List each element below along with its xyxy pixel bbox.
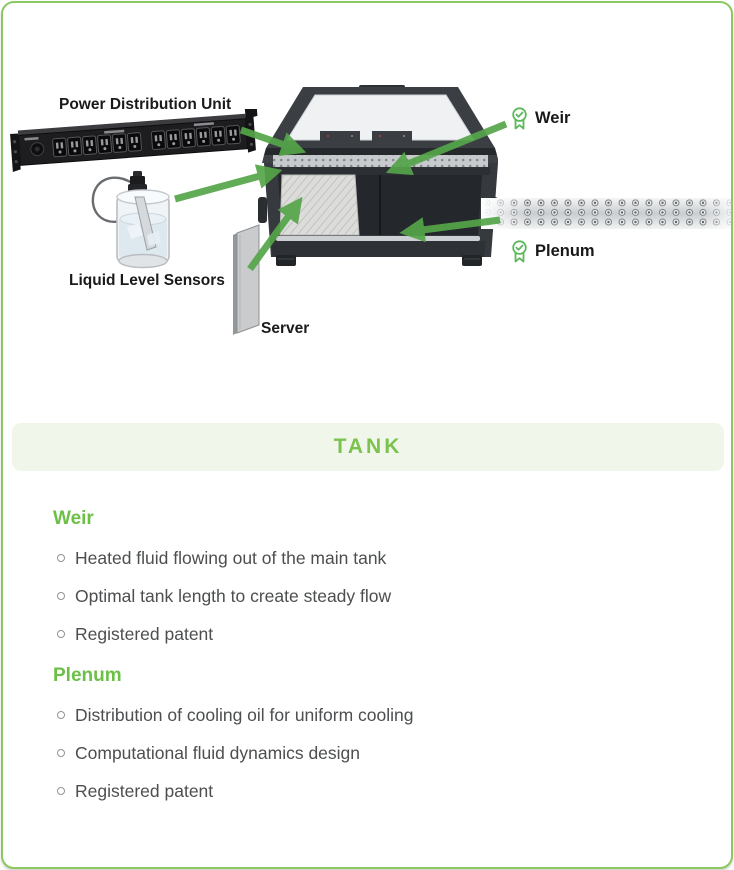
list-item bbox=[53, 780, 695, 802]
certified-badge-icon bbox=[511, 107, 528, 130]
list-item-text: Computational fluid dynamics design bbox=[75, 743, 361, 763]
plenum-callout-label: Plenum bbox=[535, 242, 595, 260]
liquid-level-sensors-label: Liquid Level Sensors bbox=[69, 272, 225, 289]
plenum-strip-image bbox=[481, 198, 733, 229]
tank-component-diagram bbox=[3, 3, 733, 423]
list-item-text: Optimal tank length to create steady flow bbox=[75, 586, 392, 606]
certified-badge-icon bbox=[511, 240, 528, 263]
list-item bbox=[53, 704, 695, 726]
pdu-label: Power Distribution Unit bbox=[59, 96, 232, 113]
weir-section-heading: Weir bbox=[53, 508, 94, 529]
server-label: Server bbox=[261, 320, 310, 337]
tank-section-banner bbox=[12, 423, 724, 471]
bullet-ring-icon bbox=[57, 592, 65, 600]
bullet-ring-icon bbox=[57, 630, 65, 638]
list-item bbox=[53, 742, 695, 764]
plenum-bullet-list bbox=[53, 704, 695, 802]
bullet-ring-icon bbox=[57, 554, 65, 562]
bullet-ring-icon bbox=[57, 749, 65, 757]
list-item-text: Registered patent bbox=[75, 781, 214, 801]
list-item bbox=[53, 623, 695, 645]
list-item-text: Registered patent bbox=[75, 624, 214, 644]
list-item-text: Heated fluid flowing out of the main tank bbox=[75, 548, 387, 568]
plenum-section-heading: Plenum bbox=[53, 665, 122, 686]
bullet-ring-icon bbox=[57, 787, 65, 795]
list-item-text: Distribution of cooling oil for uniform cooling bbox=[75, 705, 414, 725]
immersion-tank-image bbox=[258, 85, 498, 267]
list-item bbox=[53, 585, 695, 607]
plenum-callout bbox=[511, 240, 595, 263]
tank-banner-title: TANK bbox=[333, 435, 403, 458]
page-container bbox=[1, 1, 733, 869]
weir-callout-label: Weir bbox=[535, 109, 571, 127]
weir-callout bbox=[511, 107, 570, 130]
list-item bbox=[53, 547, 695, 569]
liquid-level-sensor-image bbox=[87, 169, 183, 273]
bullet-ring-icon bbox=[57, 711, 65, 719]
content-section bbox=[53, 508, 695, 822]
weir-bullet-list bbox=[53, 547, 695, 645]
pdu-image bbox=[9, 109, 259, 175]
